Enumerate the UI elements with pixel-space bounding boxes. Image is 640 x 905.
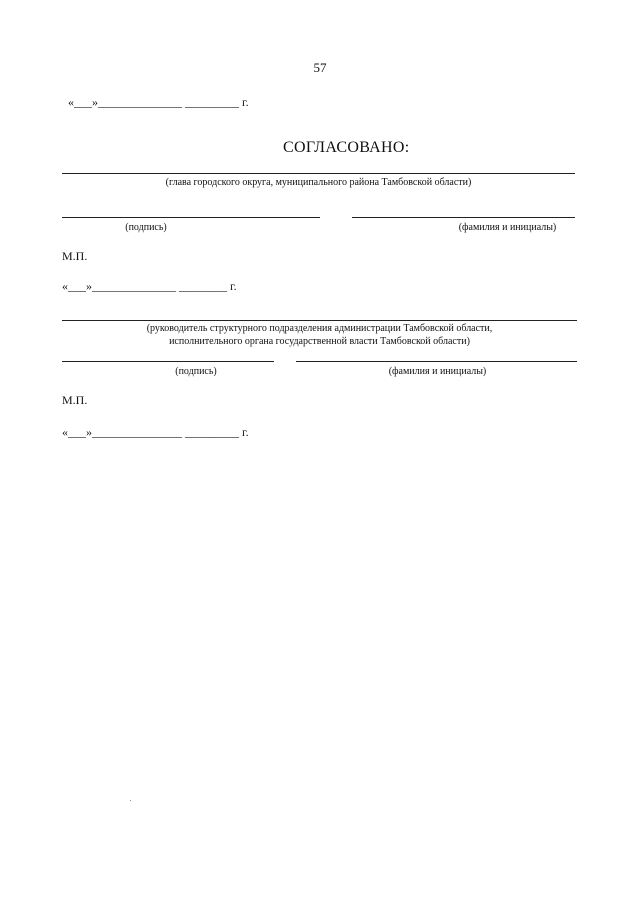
title-signature-line xyxy=(62,320,577,321)
stamp-place: М.П. xyxy=(62,393,88,407)
title-signature-line xyxy=(62,173,575,174)
caption-name: (фамилия и инициалы) xyxy=(388,366,487,377)
approval-heading: СОГЛАСОВАНО: xyxy=(283,139,410,156)
scan-speck xyxy=(130,800,131,801)
date-line: «___»_______________ _________ г. xyxy=(62,425,249,439)
name-line xyxy=(352,217,575,218)
caption-head-of-district: (глава городского округа, муниципального района Тамбовской области) xyxy=(165,177,472,188)
caption-name: (фамилия и инициалы) xyxy=(458,222,557,233)
page-number: 57 xyxy=(313,60,327,75)
caption-signature: (подпись) xyxy=(125,222,167,233)
caption-head-of-department-line2: исполнительного органа государственной власти Тамбовской области) xyxy=(169,336,470,347)
caption-signature: (подпись) xyxy=(175,366,217,377)
name-line xyxy=(296,361,577,362)
signature-line xyxy=(62,361,274,362)
signature-line xyxy=(62,217,320,218)
stamp-place: М.П. xyxy=(62,249,88,263)
date-line-top: «___»______________ _________ г. xyxy=(68,95,249,109)
date-line: «___»______________ ________ г. xyxy=(62,279,237,293)
caption-head-of-department-line1: (руководитель структурного подразделения администрации Тамбовской области, xyxy=(146,323,493,334)
